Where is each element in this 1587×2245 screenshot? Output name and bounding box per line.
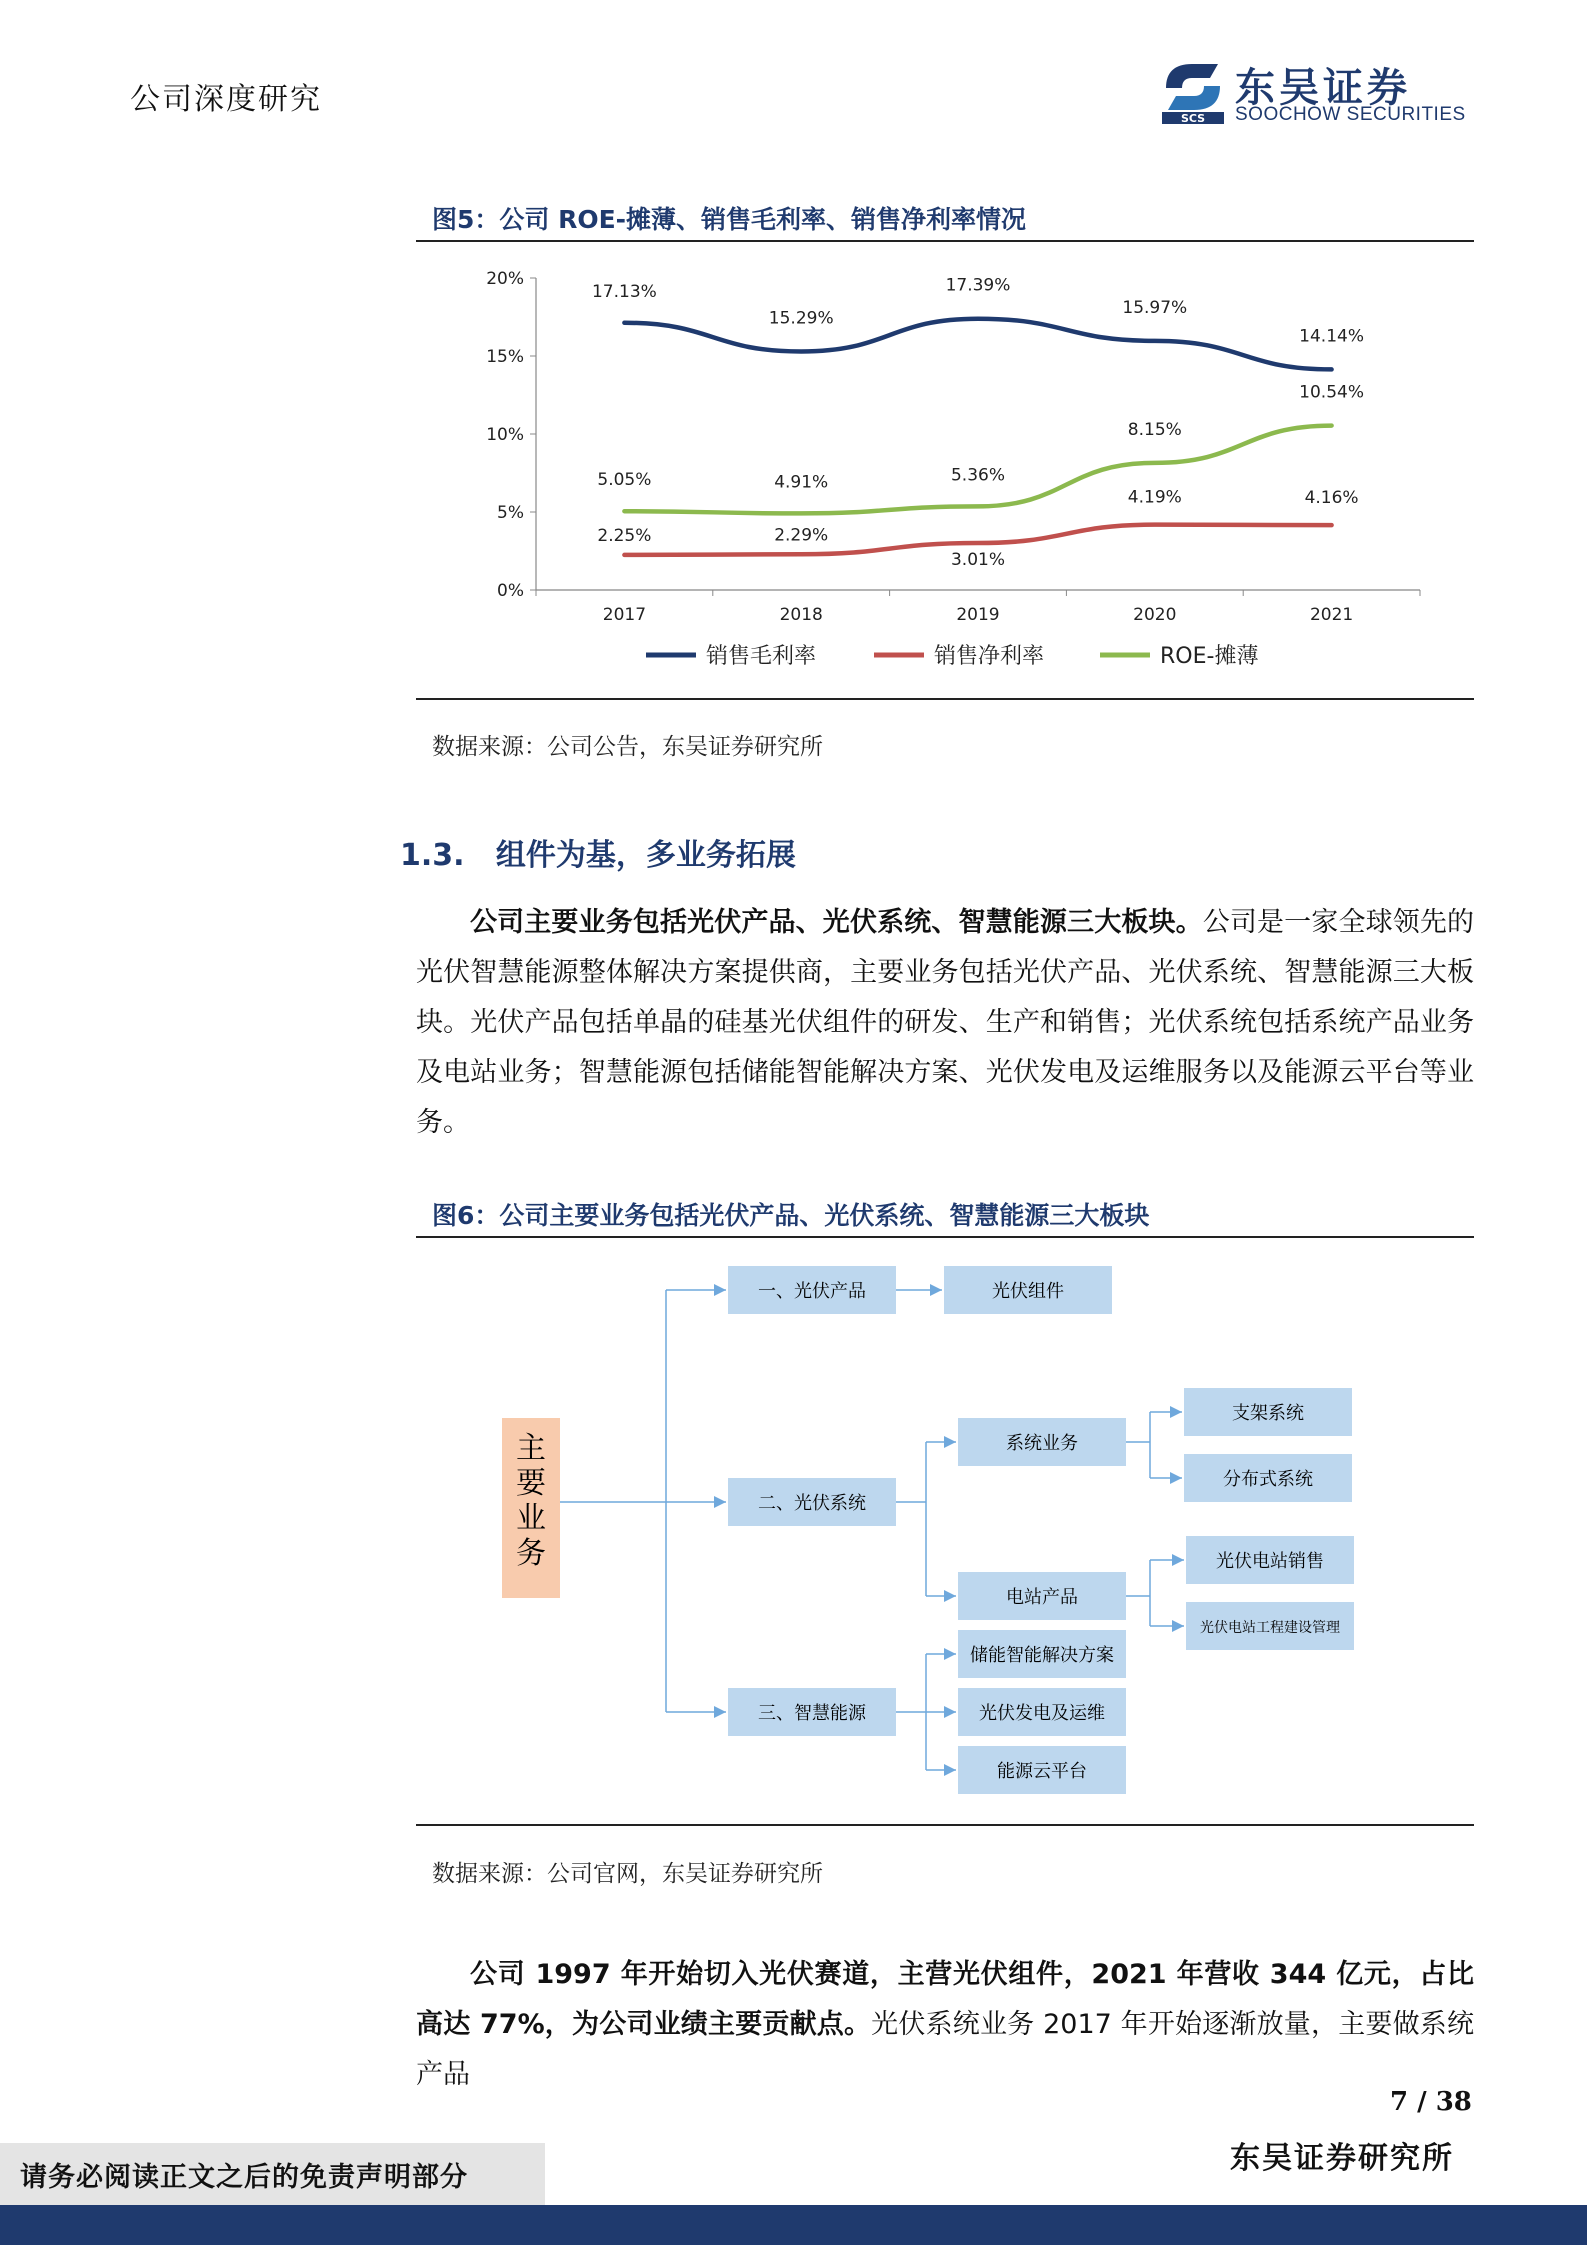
footer-bar [0,2205,1587,2245]
x-tick-label: 2021 [1309,605,1354,625]
node-mounting-system [1184,1388,1352,1436]
node-power-plant [958,1572,1126,1620]
data-label: 3.01% [950,550,1006,571]
data-label: 2.25% [597,525,652,546]
node-label: 二、光伏系统 [758,1493,866,1514]
disclaimer-text: 请务必阅读正文之后的免责声明部分 [20,2162,468,2193]
data-label: 17.39% [945,275,1011,296]
page-number: 7 / 38 [1390,2087,1472,2117]
node-plant-sales [1186,1536,1354,1584]
data-label: 2.29% [774,525,829,546]
node-storage-solution [958,1630,1126,1678]
x-tick-label: 2017 [602,605,647,625]
data-label: 15.97% [1122,297,1188,318]
node-label: 一、光伏产品 [758,1281,866,1302]
y-tick-label: 5% [497,503,524,523]
section-title: 组件为基，多业务拓展 [495,838,796,873]
data-label: 4.19% [1127,487,1182,508]
root-char-4: 务 [516,1536,546,1571]
node-energy-cloud [958,1746,1126,1794]
figure5-title: 图5：公司 ROE-摊薄、销售毛利率、销售净利率情况 [432,205,1027,234]
paragraph-business-overview [416,898,1474,1148]
node-label: 电站产品 [1006,1587,1078,1608]
node-pv-module [944,1266,1112,1314]
node-label: 光伏组件 [992,1281,1064,1302]
node-label: 三、智慧能源 [758,1703,866,1724]
node-pv-generation-om [958,1688,1126,1736]
x-tick-label: 2020 [1133,605,1177,625]
data-label: 5.05% [597,470,652,491]
data-label: 4.91% [774,472,829,493]
paragraph-body: 公司是一家全球领先的光伏智慧能源整体解决方案提供商，主要业务包括光伏产品、光伏系统、智慧能源三大板块。光伏产品包括单晶的硅基光伏组件的研发、生产和销售；光伏系统包括系统产品业务及电站业务；智慧能源包括储能智能解决方案、光伏发电及运维服务以及能源云平台等业务。 [416,907,1474,1138]
section-number: 1.3. [400,838,465,873]
node-pv-product [728,1266,896,1314]
brand-logo-icon [1158,58,1228,126]
x-tick-label: 2019 [956,605,1000,625]
y-tick-label: 15% [486,347,524,367]
brand-name-cn: 东吴证券 [1235,65,1411,111]
figure6-top-rule [416,1236,1474,1238]
figure6-bottom-rule [416,1824,1474,1826]
paragraph-lead: 公司主要业务包括光伏产品、光伏系统、智慧能源三大板块。 [470,907,1203,938]
node-label: 光伏发电及运维 [979,1703,1105,1724]
paragraph-lead: 公司 1997 年开始切入光伏赛道，主营光伏组件，2021 年营收 344 亿元，占比高达 77%，为公司业绩主要贡献点。 [416,1959,1474,2040]
figure6-title: 图6：公司主要业务包括光伏产品、光伏系统、智慧能源三大板块 [432,1201,1150,1230]
legend-label: 销售净利率 [934,644,1045,669]
node-label: 光伏电站工程建设管理 [1200,1620,1340,1636]
data-label: 17.13% [591,281,657,302]
node-label: 光伏电站销售 [1216,1551,1324,1572]
legend-label: 销售毛利率 [706,644,817,669]
node-label: 支架系统 [1232,1403,1304,1424]
figure5-bottom-rule [416,698,1474,700]
node-system-business [958,1418,1126,1466]
x-tick-label: 2018 [779,605,823,625]
report-type-label: 公司深度研究 [130,82,322,117]
figure6-diagram [416,1240,1474,1820]
legend-label: ROE-摊薄 [1160,644,1259,669]
figure6-source: 数据来源：公司官网，东吴证券研究所 [432,1861,823,1887]
footer-org: 东吴证券研究所 [1230,2141,1454,2176]
node-label: 分布式系统 [1223,1469,1313,1490]
paragraph-module-revenue [416,1950,1474,2100]
data-label: 14.14% [1299,326,1365,347]
figure5-source: 数据来源：公司公告，东吴证券研究所 [432,734,823,760]
data-label: 4.16% [1304,488,1359,509]
y-tick-label: 10% [486,425,524,445]
y-tick-label: 0% [497,581,524,601]
root-char-2: 要 [516,1466,546,1501]
node-smart-energy [728,1688,896,1736]
diagram-root-node [502,1418,560,1598]
node-label: 能源云平台 [997,1761,1087,1782]
node-pv-system [728,1478,896,1526]
data-label: 15.29% [768,308,834,329]
y-tick-label: 20% [486,269,524,289]
root-char-1: 主 [516,1431,546,1466]
node-label: 系统业务 [1006,1433,1078,1454]
data-label: 5.36% [950,465,1006,486]
series-line-1 [624,319,1331,370]
figure5-chart [416,250,1474,685]
data-label: 8.15% [1127,419,1182,440]
node-distributed-system [1184,1454,1352,1502]
paragraph-body: 光伏系统业务 2017 年开始逐渐放量，主要做系统产品 [416,2009,1474,2090]
data-label: 10.54% [1299,382,1365,403]
node-label: 储能智能解决方案 [970,1645,1114,1666]
figure5-top-rule [416,240,1474,242]
root-char-3: 业 [516,1501,546,1536]
node-plant-epc [1186,1602,1354,1650]
logo-mark-text: SCS [1180,112,1206,125]
section-heading [400,830,796,874]
brand-name-en: SOOCHOW SECURITIES [1235,104,1466,125]
